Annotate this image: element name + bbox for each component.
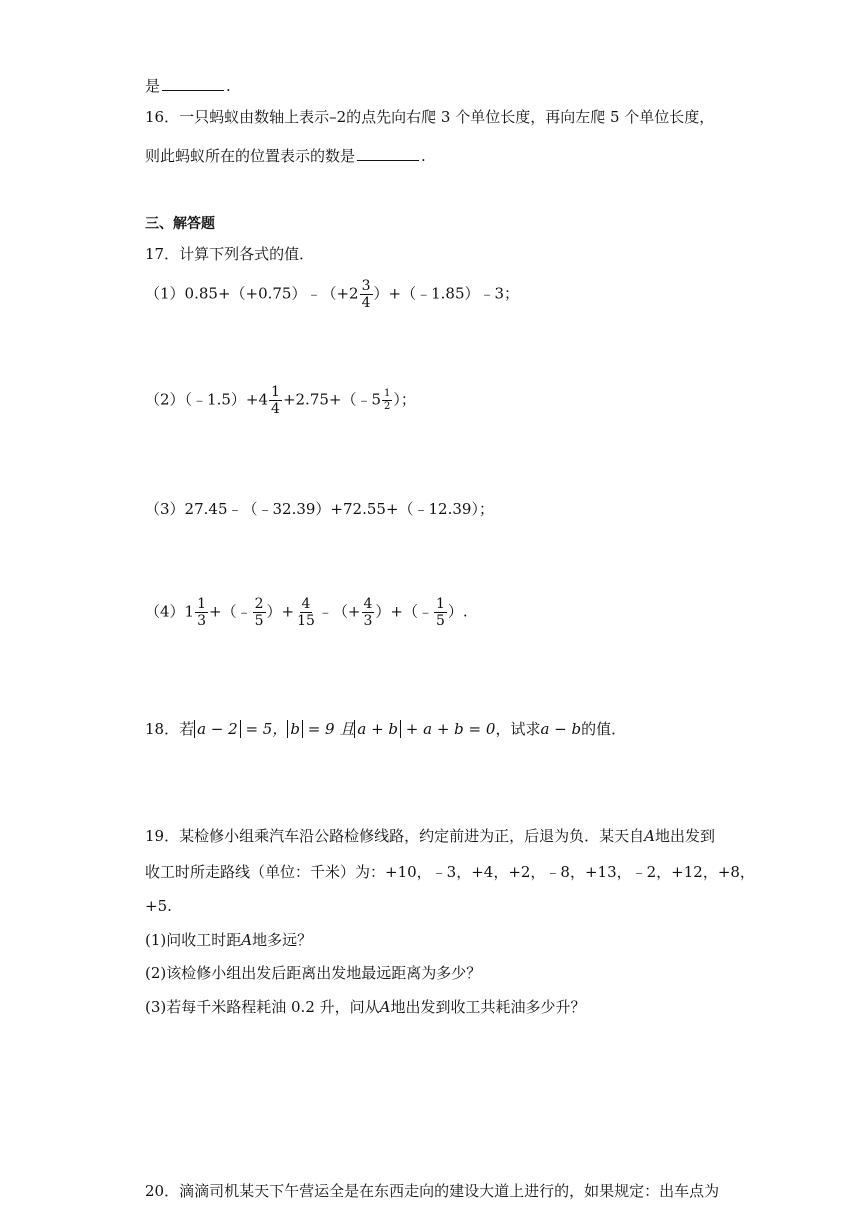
question-20-line-1: 20．滴滴司机某天下午营运全是在东西走向的建设大道上进行的，如果规定：出车点为 bbox=[145, 1182, 720, 1200]
question-19-part-1: (1)问收工时距A地多远？ bbox=[145, 931, 313, 949]
fraction: $\frac{1}{4}$ bbox=[271, 384, 280, 417]
fraction: $\frac{1}{5}$ bbox=[436, 596, 445, 629]
answer-blank bbox=[357, 146, 419, 161]
question-17-part-2: （2）（﹣1.5）+4 $\frac{1}{4}$ +2.75+（﹣5 $\frac{1}{2}$ ）； bbox=[145, 384, 416, 417]
fraction: $\frac{4}{15}$ bbox=[297, 596, 315, 629]
fraction: $\frac{1}{2}$ bbox=[384, 388, 391, 412]
question-19-line-3: +5. bbox=[145, 897, 172, 915]
question-16-line-2: 则此蚂蚁所在的位置表示的数是 . bbox=[145, 147, 426, 165]
question-17-part-1: （1）0.85+（+0.75）﹣（+2 $\frac{3}{4}$ ）+（﹣1.85）﹣3； bbox=[145, 278, 520, 311]
question-17-part-3: （3）27.45﹣（﹣32.39）+72.55+（﹣12.39）； bbox=[145, 500, 494, 518]
question-19-part-2: (2)该检修小组出发后距离出发地最远距离为多少？ bbox=[145, 964, 482, 982]
question-17-part-4: （4）1 $\frac{1}{3}$ +（﹣ $\frac{2}{5}$ ）+ $\frac{4}{15}$ ﹣（+ $\frac{4}{3}$ ）+（﹣ $\frac{1}{5}$ ）. bbox=[145, 596, 468, 629]
question-17-stem: 17．计算下列各式的值． bbox=[145, 245, 315, 263]
fraction: $\frac{1}{3}$ bbox=[197, 596, 207, 629]
section-heading-3: 三、解答题 bbox=[145, 216, 215, 232]
fraction: $\frac{2}{5}$ bbox=[254, 596, 264, 629]
question-16-line-1: 16．一只蚂蚁由数轴上表示–2的点先向右爬 3 个单位长度，再向左爬 5 个单位长度， bbox=[145, 108, 715, 126]
question-19-part-3: (3)若每千米路程耗油 0.2 升，问从A地出发到收工共耗油多少升？ bbox=[145, 998, 586, 1016]
question-18: 18．若 a − 2 = 5， b = 9 且 a + b + a + b = 0，试求a − b的值． bbox=[145, 720, 627, 738]
fraction: $\frac{3}{4}$ bbox=[361, 278, 371, 311]
question-19-line-1: 19．某检修小组乘汽车沿公路检修线路，约定前进为正，后退为负．某天自A地出发到 bbox=[145, 827, 715, 845]
answer-blank bbox=[162, 76, 224, 91]
line-continuation: 是 . bbox=[145, 77, 231, 95]
fraction: $\frac{4}{3}$ bbox=[363, 596, 373, 629]
question-19-line-2: 收工时所走路线（单位：千米）为：+10，﹣3，+4，+2，﹣8，+13，﹣2，+12，+8， bbox=[145, 863, 755, 881]
